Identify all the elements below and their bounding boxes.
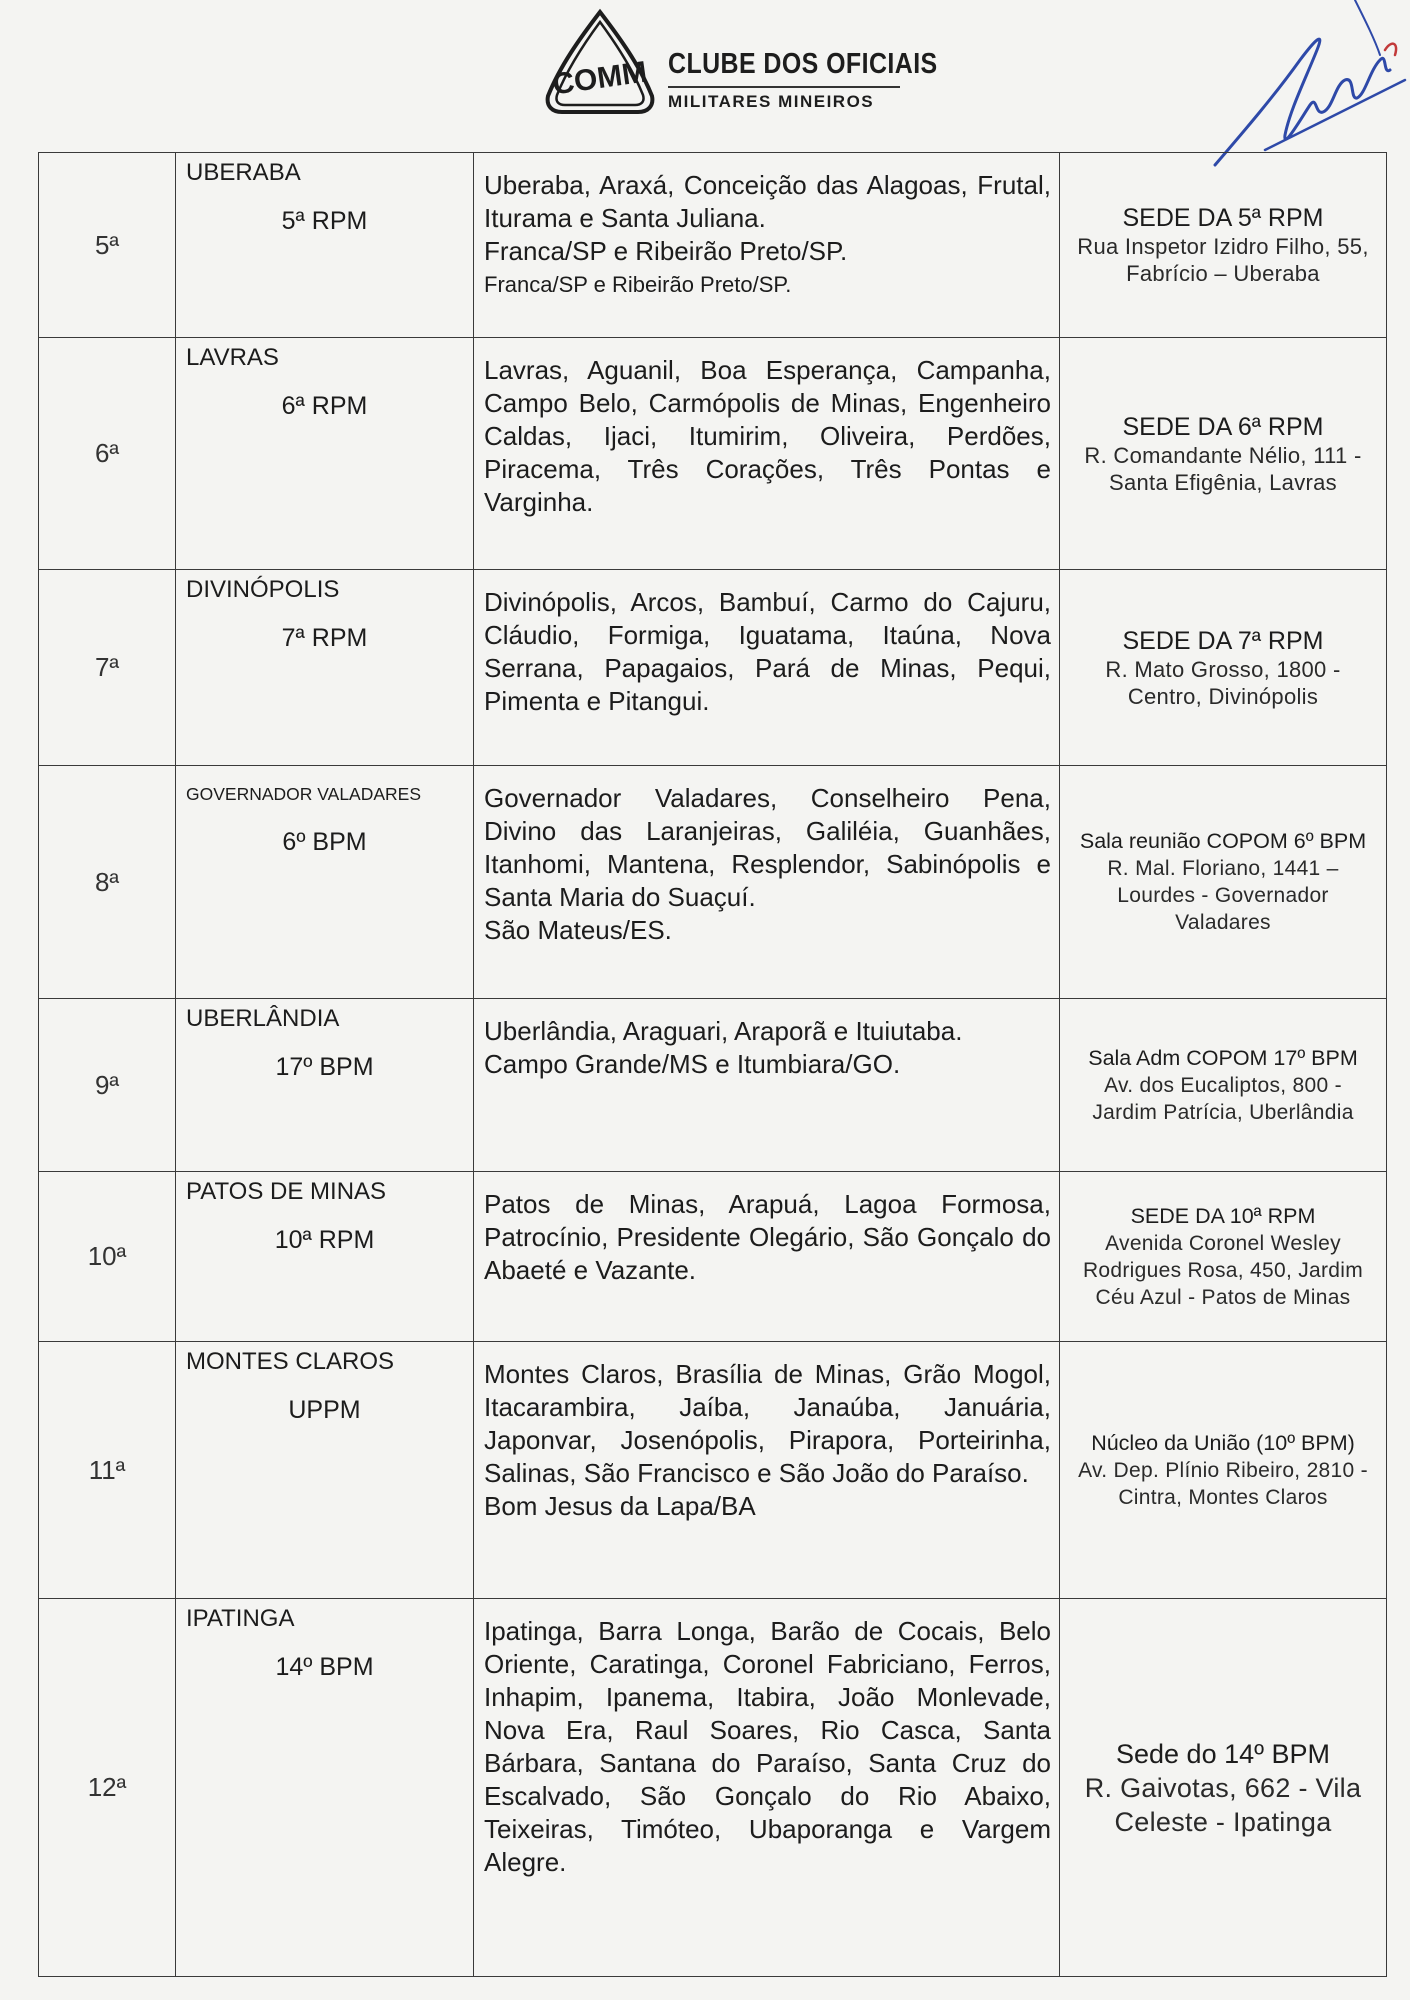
cities-list: Uberaba, Araxá, Conceição das Alagoas, Frutal, Iturama e Santa Juliana. — [484, 170, 1051, 233]
region-unit-cell — [176, 153, 474, 338]
region-unit: 5ª RPM — [281, 207, 368, 235]
table-row — [39, 766, 1387, 999]
cities-extra: Campo Grande/MS e Itumbiara/GO. — [484, 1049, 901, 1079]
region-cities-cell — [474, 153, 1060, 338]
region-unit-cell — [176, 999, 474, 1172]
region-city: UBERABA — [186, 159, 301, 186]
region-cities — [474, 338, 1059, 531]
venue-address: R. Mal. Floriano, 1441 – Lourdes - Governador Valadares — [1107, 857, 1339, 934]
region-cities-cell — [474, 1342, 1060, 1599]
region-unit: 14º BPM — [275, 1653, 374, 1681]
region-city: MONTES CLAROS — [186, 1348, 395, 1375]
region-venue-cell — [1060, 999, 1387, 1172]
region-unit-cell — [176, 1172, 474, 1342]
region-cities — [474, 1172, 1059, 1299]
region-unit-cell — [176, 1342, 474, 1599]
region-unit: 7ª RPM — [281, 624, 368, 652]
region-city: UBERLÂNDIA — [186, 1005, 340, 1032]
region-venue — [1060, 1426, 1386, 1515]
region-cities — [474, 570, 1059, 730]
regions-table — [38, 152, 1387, 1977]
cities-list: Lavras, Aguanil, Boa Esperança, Campanha, Campo Belo, Carmópolis de Minas, Engenheiro Caldas, Ijaci, Itumirim, Oliveira, Perdões, Piracema, Três Corações, Três Pontas e Varginha. — [484, 355, 1051, 517]
region-venue-cell — [1060, 1599, 1387, 1977]
region-cities — [474, 1342, 1059, 1535]
table-row — [39, 999, 1387, 1172]
page-header — [0, 0, 1410, 150]
region-number: 5ª — [39, 153, 176, 338]
brand-subtitle: MILITARES MINEIROS — [668, 92, 875, 111]
venue-title: SEDE DA 10ª RPM — [1130, 1203, 1316, 1228]
table-row — [39, 570, 1387, 766]
venue-title: Sede do 14º BPM — [1116, 1738, 1330, 1769]
region-cities-cell — [474, 1599, 1060, 1977]
region-venue — [1060, 408, 1386, 500]
venue-address: Av. Dep. Plínio Ribeiro, 2810 - Cintra, Montes Claros — [1078, 1458, 1368, 1509]
table-row — [39, 1342, 1387, 1599]
region-cities — [474, 766, 1059, 959]
cities-list: Montes Claros, Brasília de Minas, Grão Mogol, Itacarambira, Jaíba, Janaúba, Januária, Japonvar, Josenópolis, Pirapora, Porteirinha, Salinas, São Francisco e São João do Paraíso. — [484, 1359, 1051, 1488]
brand-title: CLUBE DOS OFICIAIS — [668, 48, 938, 80]
region-number: 8ª — [39, 766, 176, 999]
cities-list: Uberlândia, Araguari, Araporã e Ituiutaba. — [484, 1016, 963, 1046]
region-unit-cell — [176, 766, 474, 999]
region-cities-cell — [474, 766, 1060, 999]
brand-divider — [668, 86, 900, 88]
venue-address: Avenida Coronel Wesley Rodrigues Rosa, 450, Jardim Céu Azul - Patos de Minas — [1082, 1231, 1364, 1309]
region-number: 6ª — [39, 338, 176, 570]
cities-list: Divinópolis, Arcos, Bambuí, Carmo do Cajuru, Cláudio, Formiga, Iguatama, Itaúna, Nova Serrana, Papagaios, Pará de Minas, Pequi, Pimenta e Pitangui. — [484, 587, 1051, 716]
venue-address: Av. dos Eucaliptos, 800 - Jardim Patrícia, Uberlândia — [1092, 1073, 1354, 1124]
region-unit-cell — [176, 1599, 474, 1977]
region-cities-cell — [474, 999, 1060, 1172]
table-row — [39, 1172, 1387, 1342]
region-venue-cell — [1060, 153, 1387, 338]
region-number: 9ª — [39, 999, 176, 1172]
region-venue — [1060, 1199, 1386, 1315]
table-row — [39, 1599, 1387, 1977]
club-logo — [540, 8, 938, 118]
region-venue-cell — [1060, 766, 1387, 999]
cities-extra: Bom Jesus da Lapa/BA — [484, 1491, 756, 1521]
emblem-text: COMM — [550, 55, 650, 102]
region-city: LAVRAS — [186, 344, 279, 371]
region-number: 12ª — [39, 1599, 176, 1977]
region-cities — [474, 999, 1059, 1093]
region-unit: 17º BPM — [275, 1053, 374, 1081]
region-city: PATOS DE MINAS — [186, 1178, 387, 1205]
venue-title: Sala Adm COPOM 17º BPM — [1088, 1045, 1358, 1070]
club-emblem-icon — [540, 8, 660, 120]
region-venue — [1060, 1041, 1386, 1130]
signature-icon — [1205, 0, 1410, 175]
region-city: GOVERNADOR VALADARES — [186, 784, 422, 804]
region-unit: 6º BPM — [282, 828, 367, 856]
region-city: DIVINÓPOLIS — [186, 576, 340, 603]
region-venue — [1060, 622, 1386, 714]
region-cities — [474, 153, 1059, 313]
region-unit-cell — [176, 570, 474, 766]
venue-title: Sala reunião COPOM 6º BPM — [1079, 829, 1367, 853]
region-number: 10ª — [39, 1172, 176, 1342]
venue-address: R. Mato Grosso, 1800 - Centro, Divinópolis — [1105, 656, 1341, 709]
region-cities-cell — [474, 570, 1060, 766]
venue-address: Rua Inspetor Izidro Filho, 55, Fabrício – Uberaba — [1077, 234, 1369, 286]
region-venue-cell — [1060, 570, 1387, 766]
cities-extra-small: Franca/SP e Ribeirão Preto/SP. — [484, 272, 792, 297]
table-row — [39, 153, 1387, 338]
venue-title: Núcleo da União (10º BPM) — [1091, 1430, 1355, 1455]
region-venue — [1060, 824, 1386, 940]
region-unit-cell — [176, 338, 474, 570]
cities-list: Governador Valadares, Conselheiro Pena, Divino das Laranjeiras, Galiléia, Guanhães, Itanhomi, Mantena, Resplendor, Sabinópolis e Santa Maria do Suaçuí. — [484, 783, 1051, 912]
cities-list: Patos de Minas, Arapuá, Lagoa Formosa, Patrocínio, Presidente Olegário, São Gonçalo do Abaeté e Vazante. — [484, 1189, 1051, 1285]
cities-extra: São Mateus/ES. — [484, 915, 672, 945]
cities-list: Ipatinga, Barra Longa, Barão de Cocais, Belo Oriente, Caratinga, Coronel Fabriciano, Ferros, Inhapim, Ipanema, Itabira, João Monlevade, Nova Era, Raul Soares, Rio Casca, Santa Bárbara, Santana do Paraíso, Santa Cruz do Escalvado, São Gonçalo do Rio Abaixo, Teixeiras, Timóteo, Ubaporanga e Vargem Alegre. — [484, 1616, 1051, 1877]
region-venue — [1060, 1733, 1386, 1843]
region-venue — [1060, 199, 1386, 291]
venue-address: R. Comandante Nélio, 111 - Santa Efigênia, Lavras — [1084, 442, 1362, 495]
venue-address: R. Gaivotas, 662 - Vila Celeste - Ipatinga — [1084, 1772, 1362, 1837]
region-unit: 6ª RPM — [281, 392, 368, 420]
region-venue-cell — [1060, 1172, 1387, 1342]
cities-extra: Franca/SP e Ribeirão Preto/SP. — [484, 236, 848, 266]
region-number: 7ª — [39, 570, 176, 766]
region-city: IPATINGA — [186, 1605, 295, 1632]
venue-title: SEDE DA 5ª RPM — [1122, 204, 1324, 232]
region-venue-cell — [1060, 1342, 1387, 1599]
region-cities-cell — [474, 1172, 1060, 1342]
region-cities — [474, 1599, 1059, 1891]
venue-title: SEDE DA 7ª RPM — [1122, 626, 1324, 655]
region-unit: 10ª RPM — [274, 1226, 375, 1254]
table-row — [39, 338, 1387, 570]
venue-title: SEDE DA 6ª RPM — [1122, 412, 1324, 441]
region-unit: UPPM — [288, 1396, 361, 1424]
region-number: 11ª — [39, 1342, 176, 1599]
region-venue-cell — [1060, 338, 1387, 570]
region-cities-cell — [474, 338, 1060, 570]
